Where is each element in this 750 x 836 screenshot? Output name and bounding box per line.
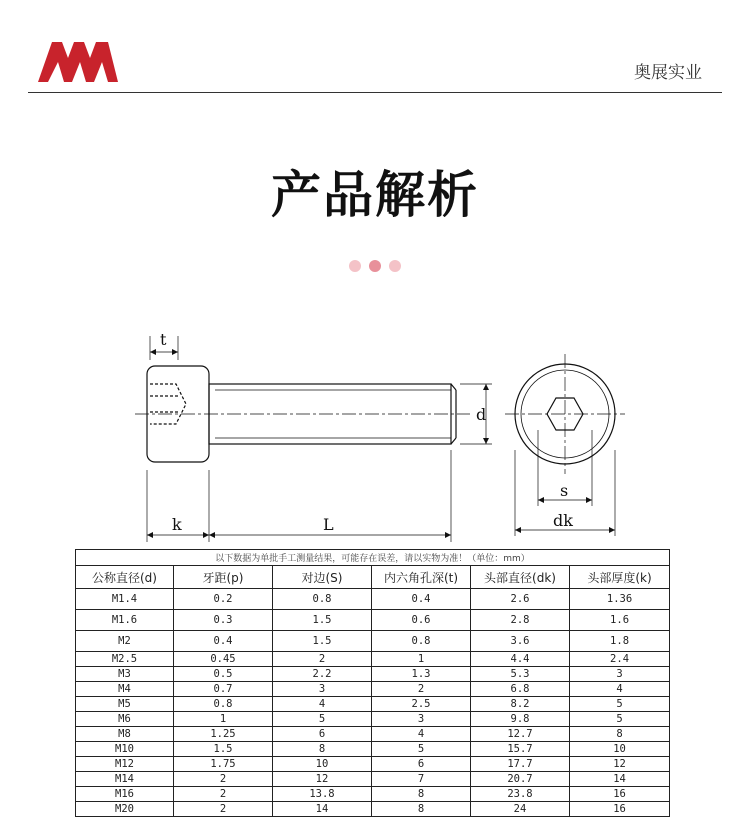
table-cell: 16 [570,787,670,802]
table-cell: 15.7 [471,742,570,757]
table-cell: 1.6 [570,610,670,631]
table-cell: 6.8 [471,682,570,697]
table-cell: 1.25 [174,727,273,742]
table-note: 以下数据为单批手工测量结果，可能存在误差，请以实物为准！（单位：mm） [76,550,670,566]
label-t: t [160,330,167,349]
table-cell: 2.5 [372,697,471,712]
table-cell: 1.36 [570,589,670,610]
table-cell: 1.5 [174,742,273,757]
table-note-row [76,550,670,566]
table-cell: 0.6 [372,610,471,631]
table-cell: 23.8 [471,787,570,802]
table-cell: M2.5 [76,652,174,667]
label-k: k [172,515,182,534]
table-cell: 5 [273,712,372,727]
table-cell: 1.8 [570,631,670,652]
table-cell: M2 [76,631,174,652]
table-cell: M3 [76,667,174,682]
table-row [76,787,670,802]
table-cell: 9.8 [471,712,570,727]
table-row [76,757,670,772]
table-cell: 5 [372,742,471,757]
table-cell: 8.2 [471,697,570,712]
table-row [76,772,670,787]
table-cell: M4 [76,682,174,697]
table-cell: 1.75 [174,757,273,772]
table-cell: 8 [570,727,670,742]
table-cell: M8 [76,727,174,742]
table-cell: 0.8 [372,631,471,652]
accent-dot [389,260,401,272]
table-cell: 1.5 [273,631,372,652]
table-cell: 1.5 [273,610,372,631]
table-cell: 5 [570,697,670,712]
table-cell: 4 [372,727,471,742]
label-d: d [476,405,487,424]
table-row [76,727,670,742]
table-row [76,631,670,652]
table-cell: 2 [174,802,273,817]
table-cell: 12 [273,772,372,787]
socket-hidden-lines [150,384,186,424]
table-cell: 1 [174,712,273,727]
table-cell: M16 [76,787,174,802]
table-cell: 0.4 [174,631,273,652]
table-row [76,652,670,667]
header-divider [28,92,722,93]
label-s: s [560,481,569,500]
table-cell: 0.4 [372,589,471,610]
table-cell: M1.6 [76,610,174,631]
spec-table [75,549,670,817]
table-row [76,667,670,682]
table-cell: 0.2 [174,589,273,610]
screw-dimension-diagram [0,330,750,545]
column-header: 头部直径(dk) [471,566,570,589]
accent-dot [369,260,381,272]
table-row [76,712,670,727]
table-cell: M14 [76,772,174,787]
table-cell: 13.8 [273,787,372,802]
accent-dots [349,260,409,274]
table-cell: 8 [372,787,471,802]
table-cell: 4 [570,682,670,697]
table-cell: 10 [570,742,670,757]
accent-dot [349,260,361,272]
table-cell: 2.4 [570,652,670,667]
table-cell: 17.7 [471,757,570,772]
table-cell: 3 [273,682,372,697]
table-cell: 4.4 [471,652,570,667]
table-cell: 14 [273,802,372,817]
table-cell: 6 [273,727,372,742]
table-row [76,682,670,697]
table-cell: 0.7 [174,682,273,697]
label-L: L [323,515,334,534]
table-cell: 10 [273,757,372,772]
table-cell: 5.3 [471,667,570,682]
table-row [76,697,670,712]
table-cell: 7 [372,772,471,787]
table-cell: 16 [570,802,670,817]
table-cell: 1.3 [372,667,471,682]
page-title: 产品解析 [271,166,479,224]
table-cell: 0.8 [273,589,372,610]
brand-name: 奥展实业 [634,63,702,83]
table-cell: 12 [570,757,670,772]
column-header: 公称直径(d) [76,566,174,589]
table-cell: 1 [372,652,471,667]
table-cell: 0.5 [174,667,273,682]
table-cell: 3.6 [471,631,570,652]
table-cell: 3 [372,712,471,727]
table-cell: 2 [174,772,273,787]
table-cell: 6 [372,757,471,772]
table-cell: 0.3 [174,610,273,631]
table-cell: 2 [273,652,372,667]
table-row [76,802,670,817]
table-cell: 0.45 [174,652,273,667]
table-cell: M5 [76,697,174,712]
table-cell: M20 [76,802,174,817]
table-cell: 2.6 [471,589,570,610]
table-cell: 12.7 [471,727,570,742]
table-cell: M12 [76,757,174,772]
table-cell: 20.7 [471,772,570,787]
table-cell: 5 [570,712,670,727]
table-cell: 3 [570,667,670,682]
table-cell: 8 [273,742,372,757]
table-cell: 2 [372,682,471,697]
table-cell: M10 [76,742,174,757]
table-cell: 14 [570,772,670,787]
table-cell: M6 [76,712,174,727]
column-header: 内六角孔深(t) [372,566,471,589]
table-cell: 0.8 [174,697,273,712]
label-dk: dk [553,511,573,530]
table-row [76,742,670,757]
table-cell: M1.4 [76,589,174,610]
logo-mark [38,42,118,82]
table-row [76,589,670,610]
table-cell: 8 [372,802,471,817]
brand-logo [38,40,118,84]
table-cell: 4 [273,697,372,712]
table-header-row [76,566,670,589]
table-cell: 2.2 [273,667,372,682]
table-cell: 2.8 [471,610,570,631]
table-cell: 24 [471,802,570,817]
column-header: 牙距(p) [174,566,273,589]
column-header: 对边(S) [273,566,372,589]
column-header: 头部厚度(k) [570,566,670,589]
table-row [76,610,670,631]
table-cell: 2 [174,787,273,802]
